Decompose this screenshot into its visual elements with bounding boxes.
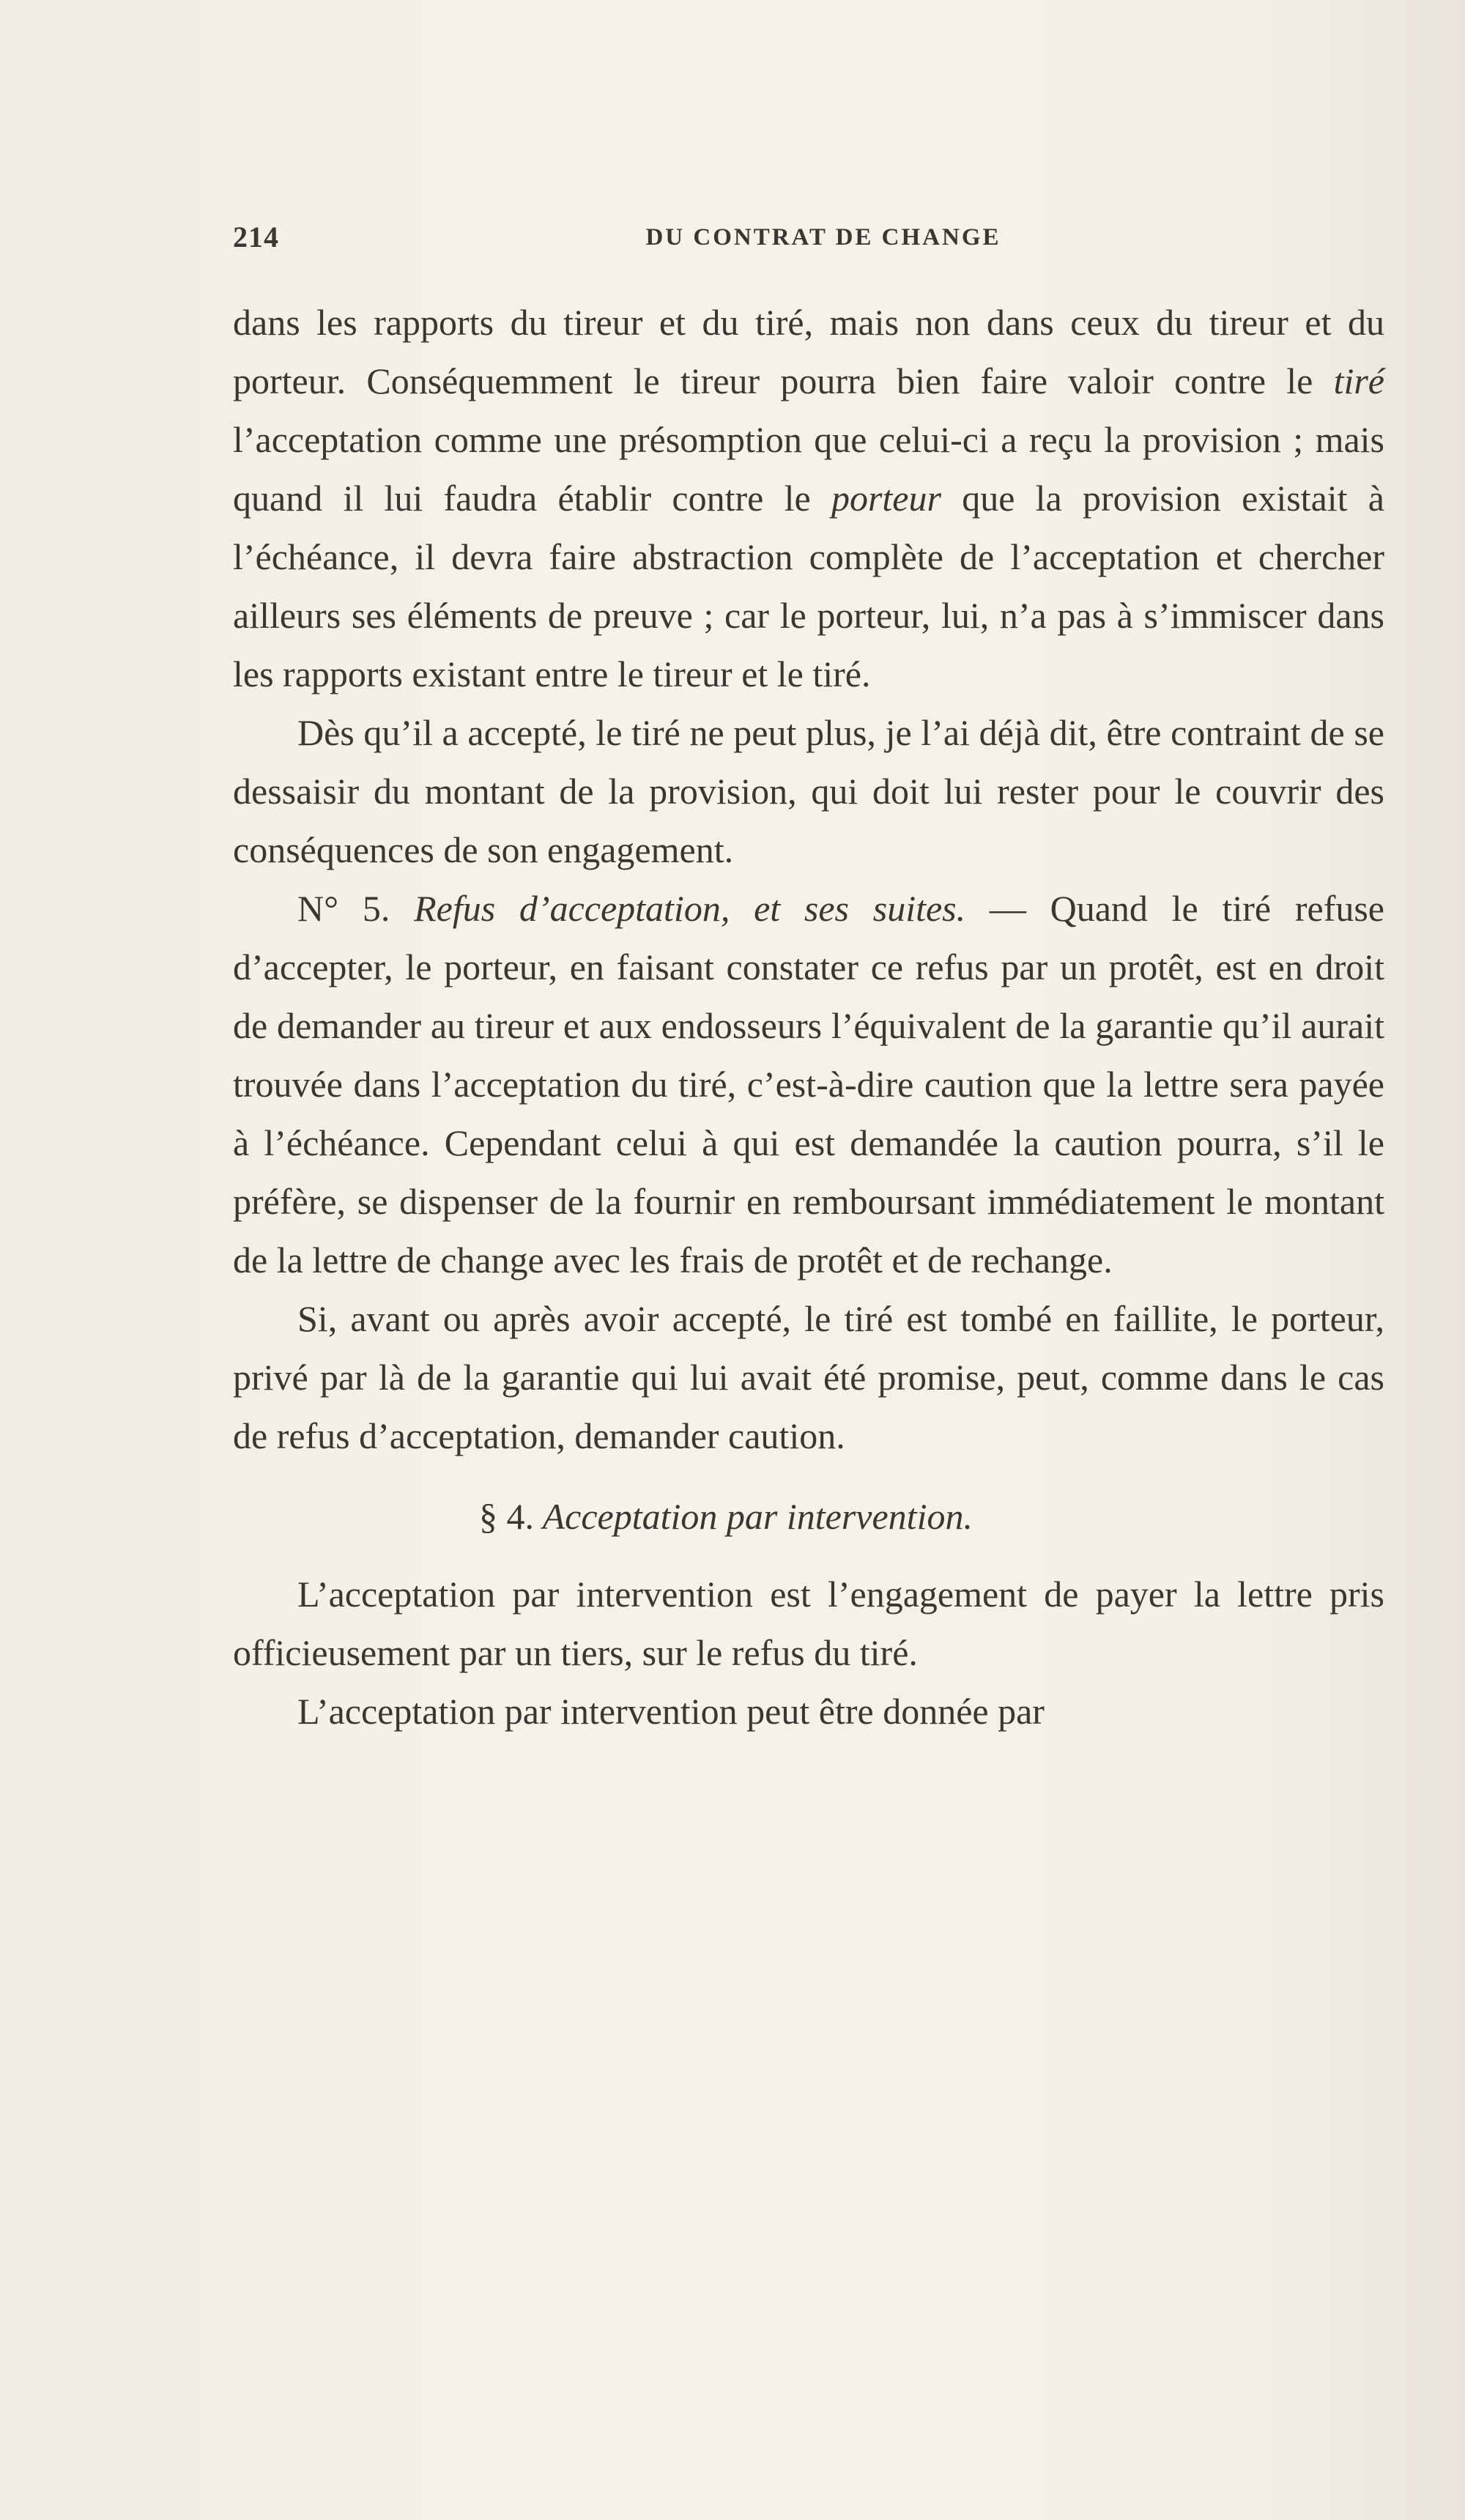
- text-run: L’acceptation par intervention est l’engagement de payer la lettre pris officieusement par un tiers, sur le refus du tiré.: [233, 1574, 1384, 1673]
- paragraph: [233, 1289, 1384, 1465]
- text-run: L’acceptation par intervention peut être donnée par: [297, 1691, 1045, 1732]
- paragraph: [233, 1565, 1384, 1682]
- page-number: 214: [233, 220, 279, 253]
- paragraph: [233, 879, 1384, 1289]
- paragraph: [233, 293, 1384, 703]
- body-text: [233, 293, 1384, 1741]
- page-header: [233, 220, 1384, 264]
- running-head: DU CONTRAT DE CHANGE: [645, 224, 1001, 251]
- section-number: § 4.: [479, 1496, 534, 1537]
- italic-run: porteur: [831, 478, 941, 519]
- text-run: Si, avant ou après avoir accepté, le tiré est tombé en faillite, le porteur, privé par là de la garantie qui lui avait été promise, peut, comme dans le cas de refus d’acceptation, demander caution.: [233, 1298, 1384, 1456]
- italic-run: Refus d’acceptation, et ses suites.: [414, 888, 966, 929]
- text-run: que la provision existait à l’échéance, il devra faire abstraction complète de l’acceptation et chercher ailleurs ses éléments de preuve ; car le porteur, lui, n’a pas à s’immiscer dans les rapports existant entre le tireur et le tiré.: [233, 478, 1384, 694]
- text-run: — Quand le tiré refuse d’accepter, le porteur, en faisant constater ce refus par un protêt, est en droit de demander au tireur et aux endosseurs l’équivalent de la garantie qu’il aurait trouvée dans l’acceptation du tiré, c’est-à-dire caution que la lettre sera payée à l’échéance. Cependant celui à qui est demandée la caution pourra, s’il le préfère, se dispenser de la fournir en remboursant immédiatement le montant de la lettre de change avec les frais de protêt et de rechange.: [233, 888, 1385, 1281]
- text-run: dans les rapports du tireur et du tiré, mais non dans ceux du tireur et du porteur. Conséquemment le tireur pourra bien faire valoir contre le: [233, 302, 1384, 401]
- section-heading: [233, 1487, 1384, 1546]
- paragraph: [233, 1682, 1384, 1741]
- text-run: Dès qu’il a accepté, le tiré ne peut plus, je l’ai déjà dit, être contraint de se dessaisir du montant de la provision, qui doit lui rester pour le couvrir des conséquences de son engagement.: [233, 712, 1384, 870]
- italic-run: tiré: [1333, 360, 1384, 401]
- section-title: Acceptation par intervention.: [542, 1496, 973, 1537]
- paragraph: [233, 703, 1384, 879]
- text-run: l’acceptation comme une présomption que celui-ci a reçu la provision ; mais quand il lui faudra établir contre le: [233, 419, 1384, 519]
- text-run: N° 5.: [297, 888, 415, 929]
